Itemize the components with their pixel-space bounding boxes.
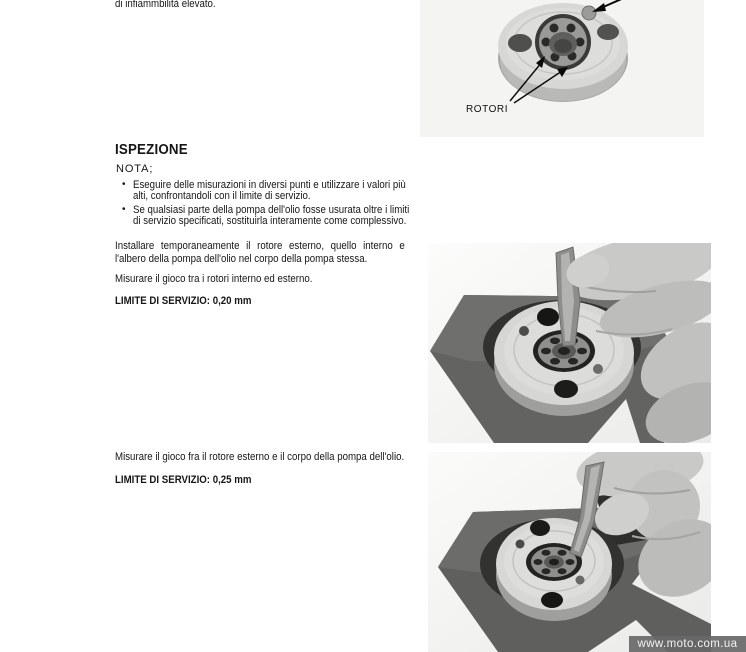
measure-body-paragraph: [115, 452, 444, 463]
install-line-1: Installare temporaneamente il rotore esterno, quello interno e: [115, 240, 405, 252]
nota-label: NOTA;: [116, 163, 154, 175]
bullet-icon: •: [122, 204, 126, 215]
note-1-line-1: Eseguire delle misurazioni in diversi punti e utilizzare i valori più: [133, 179, 406, 191]
bullet-icon: •: [122, 179, 126, 190]
service-limit-rotors: [115, 296, 270, 307]
install-line-2: l'albero della pompa dell'olio nel corpo della pompa stessa.: [115, 253, 368, 266]
feeler-gauge-rotor-illustration: [428, 243, 711, 443]
top-fragment-text: di infiammbilità elevato.: [115, 0, 216, 10]
service-limit-rotors-text: LIMITE DI SERVIZIO: 0,20 mm: [115, 295, 252, 307]
feeler-gauge-rotor-clearance-photo: [428, 243, 711, 443]
site-watermark: www.moto.com.ua: [629, 636, 746, 652]
note-2-line-2: di servizio specificati, sostituirla interamente come complessivo.: [133, 215, 407, 228]
note-1-line-2: alti, confrontandoli con il limite di servizio.: [133, 190, 311, 203]
measure-body-text: Misurare il gioco fra il rotore esterno e il corpo della pompa dell'olio.: [115, 451, 405, 463]
note-item-1: [122, 179, 443, 203]
oil-pump-rotors-illustration: [420, 0, 704, 137]
feeler-gauge-body-illustration: [428, 452, 711, 652]
service-limit-body-text: LIMITE DI SERVIZIO: 0,25 mm: [115, 474, 252, 486]
service-limit-body: [115, 475, 270, 486]
feeler-gauge-body-clearance-photo: [428, 452, 711, 652]
note-item-2: [122, 204, 447, 228]
section-heading: ISPEZIONE: [115, 142, 188, 158]
oil-pump-rotors-photo: [420, 0, 704, 137]
install-paragraph: [115, 240, 444, 267]
top-paragraph-fragment: [115, 0, 229, 10]
rotori-callout-label: ROTORI: [466, 103, 509, 115]
note-2-line-1: Se qualsiasi parte della pompa dell'olio fosse usurata oltre i limiti: [133, 204, 410, 216]
measure-rotors-text: Misurare il gioco tra i rotori interno ed esterno.: [115, 273, 313, 285]
measure-rotors-paragraph: [115, 274, 339, 285]
